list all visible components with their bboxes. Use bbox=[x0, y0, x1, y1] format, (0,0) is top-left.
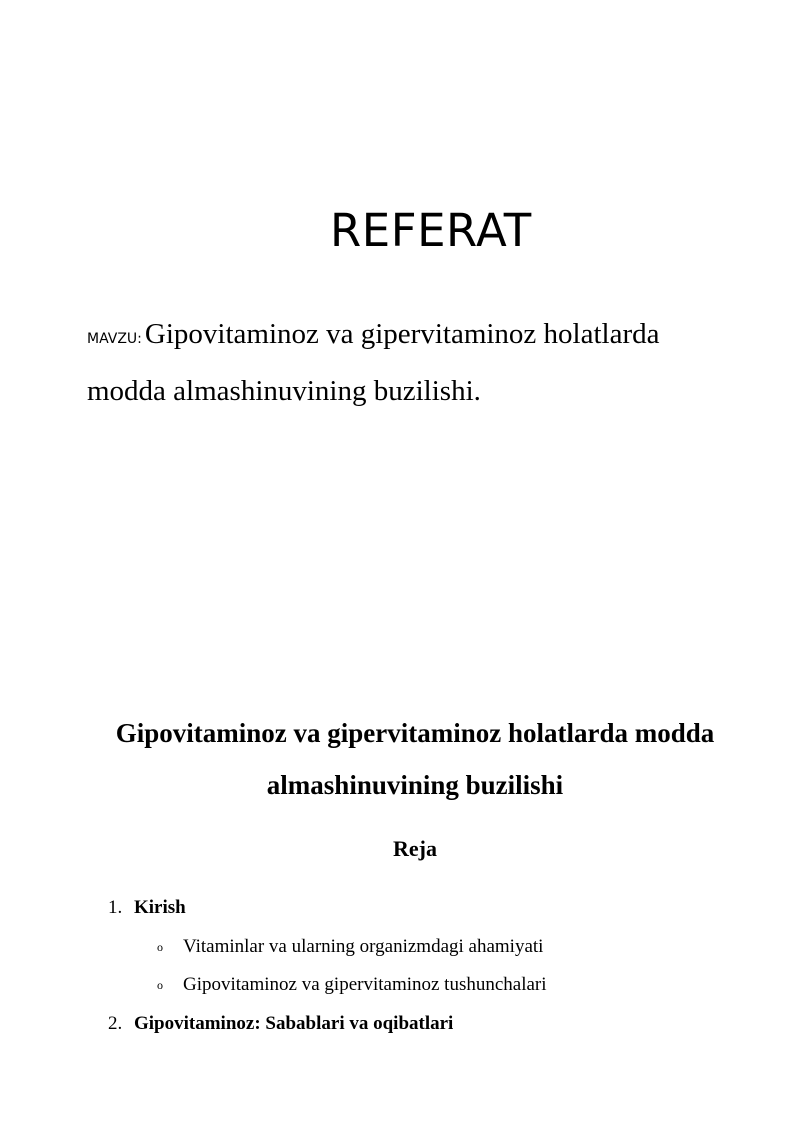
topic-block bbox=[87, 308, 747, 417]
plan-item bbox=[108, 892, 547, 924]
plan-item bbox=[108, 1008, 547, 1040]
topic-text-2: modda almashinuvining buzilishi. bbox=[87, 375, 481, 407]
bullet-icon: o bbox=[157, 978, 163, 992]
page-title: REFERAT bbox=[330, 204, 532, 257]
heading-line-1: Gipovitaminoz va gipervitaminoz holatlarda modda bbox=[115, 718, 715, 748]
topic-line-1 bbox=[87, 308, 747, 365]
heading-line-2: almashinuvining buzilishi bbox=[266, 770, 564, 800]
plan-subitem-text: Gipovitaminoz va gipervitaminoz tushunchalari bbox=[183, 974, 547, 995]
document-heading bbox=[60, 707, 770, 811]
bullet-icon: o bbox=[157, 940, 163, 954]
plan-list bbox=[108, 892, 547, 1040]
plan-item-text: Gipovitaminoz: Sabablari va oqibatlari bbox=[134, 1013, 454, 1034]
plan-item-text: Kirish bbox=[134, 897, 186, 918]
topic-text-1: Gipovitaminoz va gipervitaminoz holatlarda bbox=[144, 318, 660, 350]
plan-subitem bbox=[108, 928, 547, 966]
plan-subitem bbox=[108, 966, 547, 1004]
plan-heading: Reja bbox=[393, 836, 437, 861]
plan-subitem-text: Vitaminlar va ularning organizmdagi ahamiyati bbox=[183, 936, 544, 957]
plan-item-number: 2. bbox=[108, 1013, 123, 1034]
topic-label: MAVZU: bbox=[87, 331, 142, 347]
plan-item-number: 1. bbox=[108, 897, 123, 918]
